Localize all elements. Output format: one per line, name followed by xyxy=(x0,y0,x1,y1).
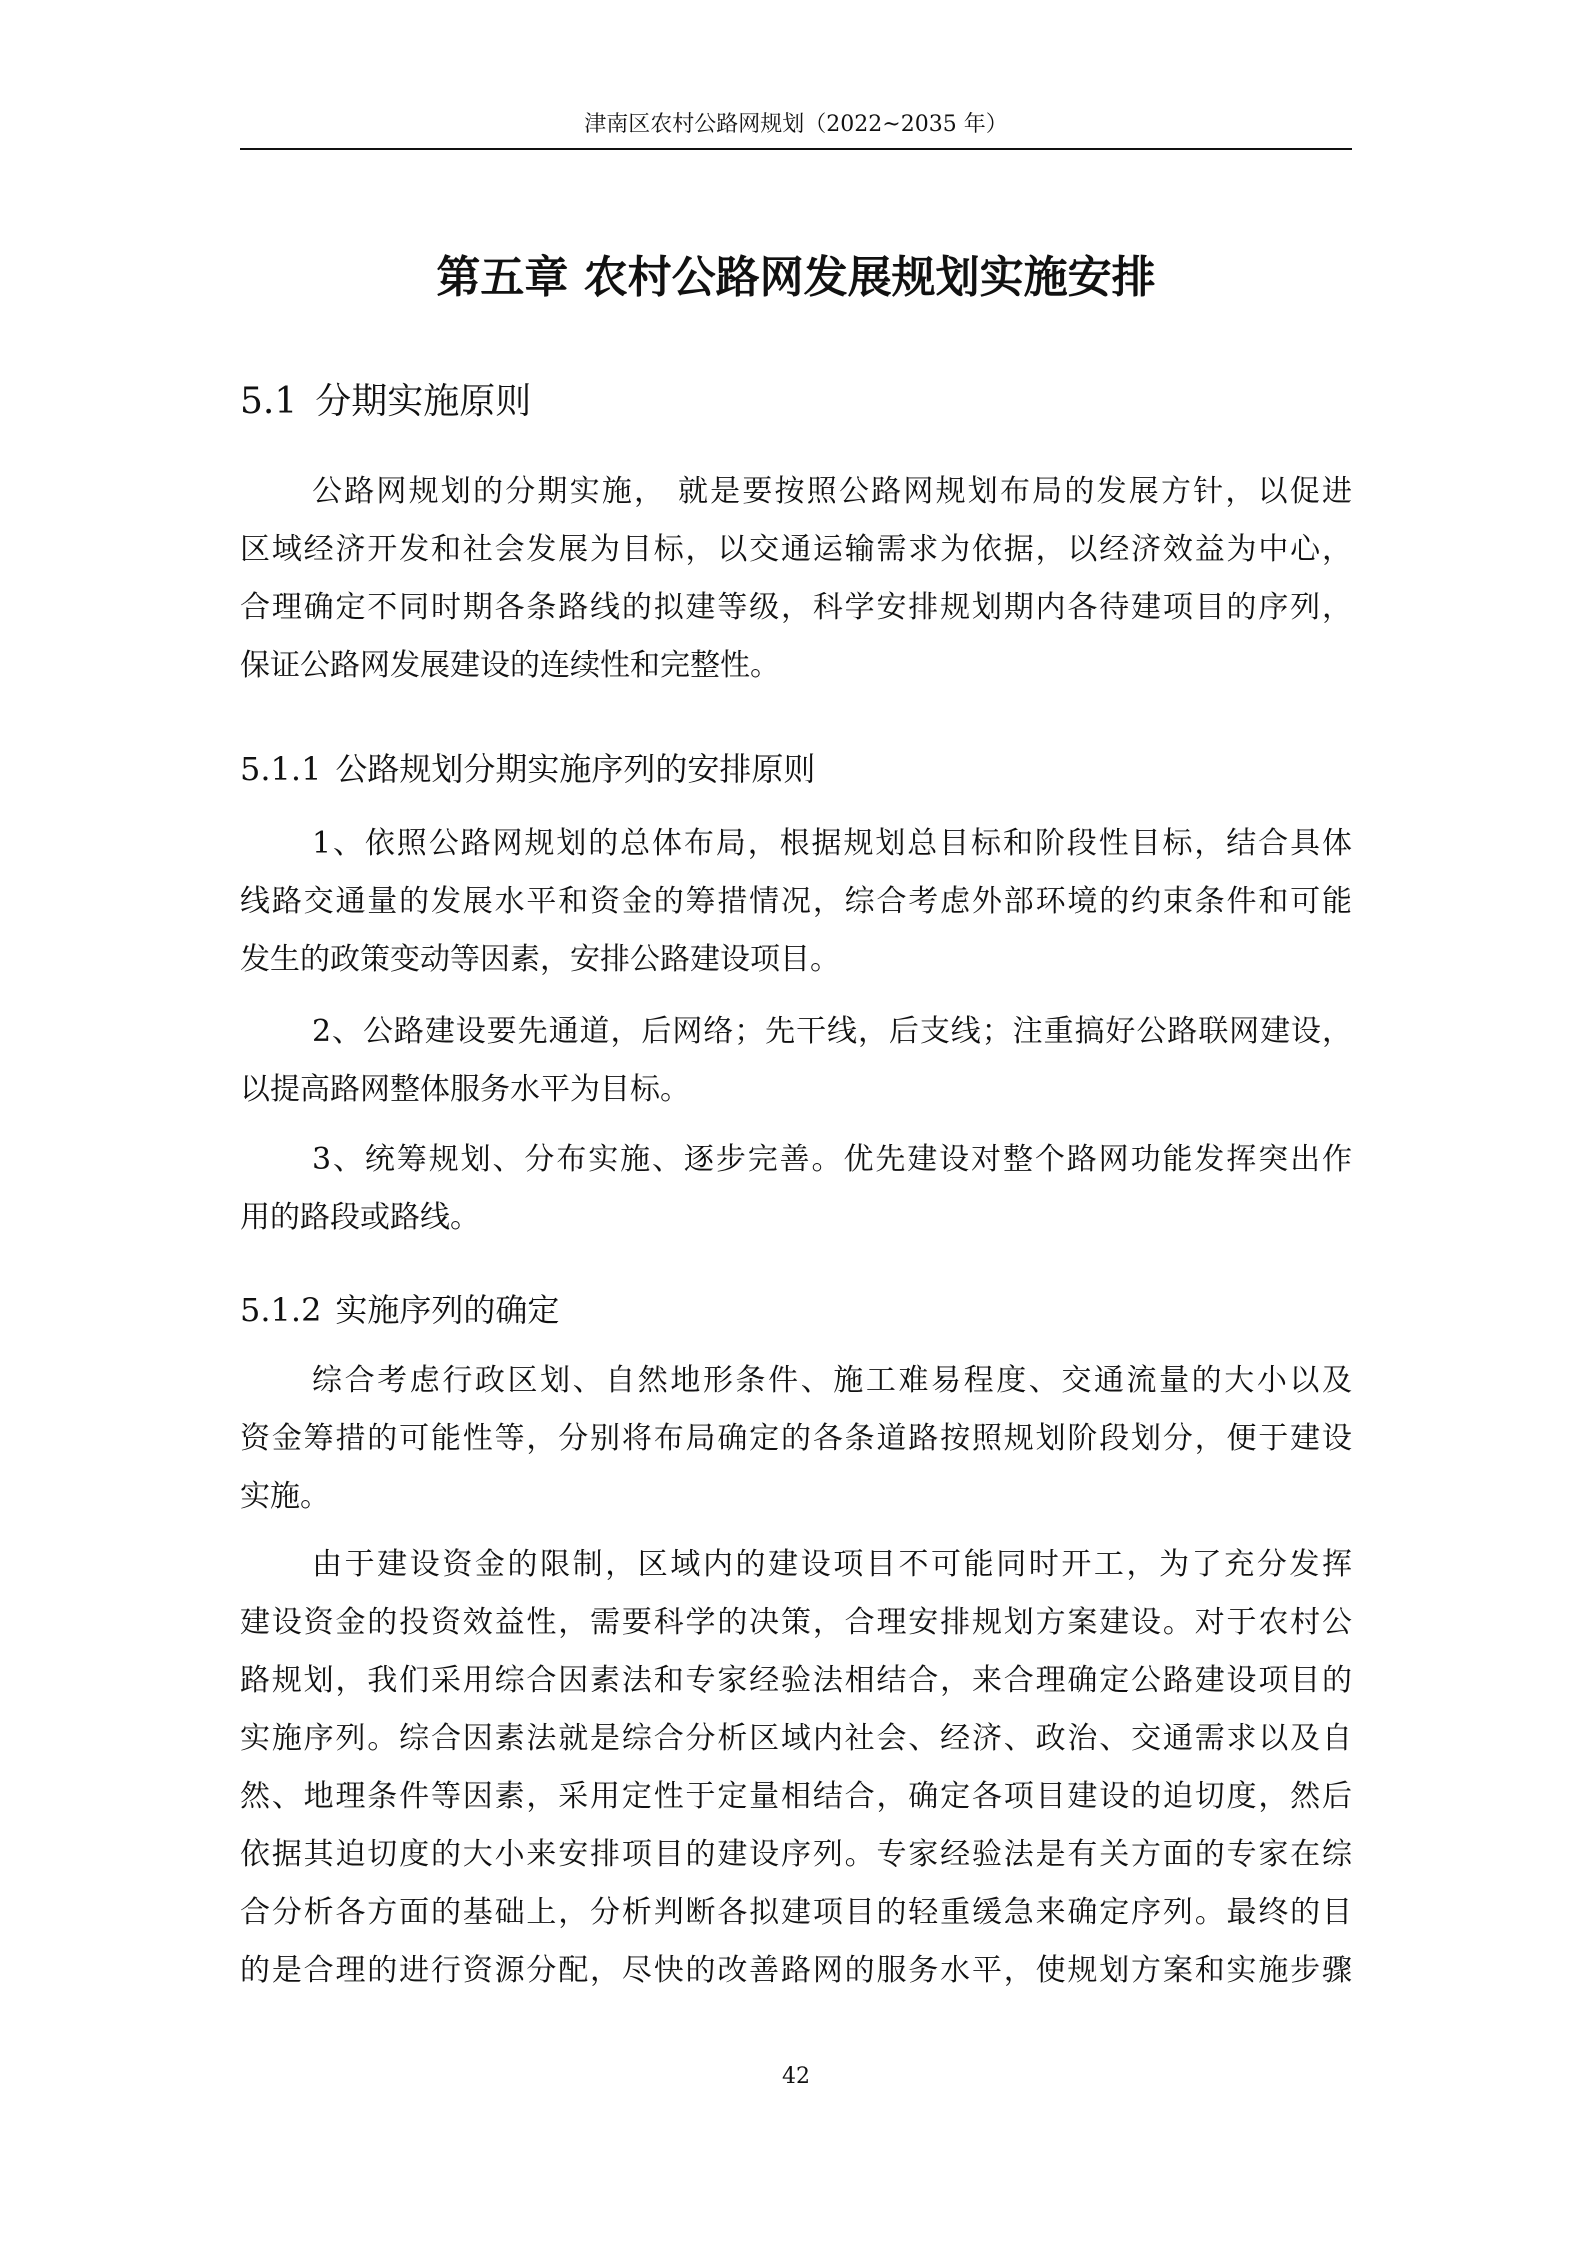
item-2 xyxy=(240,1003,1352,1119)
text-line: 由于建设资金的限制，区域内的建设项目不可能同时开工，为了充分发挥 xyxy=(312,1547,1352,1582)
item-1 xyxy=(240,815,1352,989)
item-3 xyxy=(240,1131,1352,1247)
section-heading-5-1 xyxy=(240,374,1352,430)
paragraph-5-1-2-b xyxy=(240,1536,1352,2000)
text-line: 综合考虑行政区划、自然地形条件、施工难易程度、交通流量的大小以及 xyxy=(312,1363,1352,1398)
text-line: 合分析各方面的基础上，分析判断各拟建项目的轻重缓急来确定序列。最终的目 xyxy=(240,1895,1352,1930)
paragraph-5-1-2-a xyxy=(240,1352,1352,1526)
subsection-heading-5-1-1 xyxy=(240,744,1352,794)
text-line: 公路网规划的分期实施， 就是要按照公路网规划布局的发展方针，以促进 xyxy=(312,474,1352,509)
text-line: 的是合理的进行资源分配，尽快的改善路网的服务水平，使规划方案和实施步骤 xyxy=(240,1953,1352,1988)
text-line: 然、地理条件等因素，采用定性于定量相结合，确定各项目建设的迫切度，然后 xyxy=(240,1779,1352,1814)
subsection-title-text: 公路规划分期实施序列的安排原则 xyxy=(335,750,816,788)
text-line: 资金筹措的可能性等，分别将布局确定的各条道路按照规划阶段划分，便于建设 xyxy=(240,1421,1352,1456)
subsection-title-text: 实施序列的确定 xyxy=(335,1291,560,1329)
text-line: 3、统筹规划、分布实施、逐步完善。优先建设对整个路网功能发挥突出作 xyxy=(312,1142,1352,1177)
subsection-heading-5-1-2 xyxy=(240,1285,1352,1335)
text-line: 1、依照公路网规划的总体布局，根据规划总目标和阶段性目标，结合具体 xyxy=(312,826,1352,861)
text-line: 建设资金的投资效益性，需要科学的决策，合理安排规划方案建设。对于农村公 xyxy=(240,1605,1352,1640)
text-line: 发生的政策变动等因素，安排公路建设项目。 xyxy=(240,942,840,977)
text-line: 实施序列。综合因素法就是综合分析区域内社会、经济、政治、交通需求以及自 xyxy=(240,1721,1352,1756)
header-rule xyxy=(240,148,1352,150)
page-number: 42 xyxy=(782,2064,810,2089)
subsection-number: 5.1.1 xyxy=(240,750,322,788)
text-line: 区域经济开发和社会发展为目标，以交通运输需求为依据，以经济效益为中心， xyxy=(240,532,1352,567)
subsection-number: 5.1.2 xyxy=(240,1291,322,1329)
text-line: 合理确定不同时期各条路线的拟建等级，科学安排规划期内各待建项目的序列， xyxy=(240,590,1352,625)
running-header: 津南区农村公路网规划（2022~2035 年） xyxy=(584,112,1008,137)
text-line: 以提高路网整体服务水平为目标。 xyxy=(240,1072,690,1107)
text-line: 实施。 xyxy=(240,1479,330,1514)
section-title-text: 分期实施原则 xyxy=(315,381,532,422)
text-line: 路规划，我们采用综合因素法和专家经验法相结合，来合理确定公路建设项目的 xyxy=(240,1663,1352,1698)
section-number: 5.1 xyxy=(240,381,298,422)
text-line: 2、公路建设要先通道，后网络；先干线，后支线；注重搞好公路联网建设， xyxy=(312,1014,1352,1049)
text-line: 线路交通量的发展水平和资金的筹措情况，综合考虑外部环境的约束条件和可能 xyxy=(240,884,1352,919)
paragraph-5-1 xyxy=(240,463,1352,695)
text-line: 依据其迫切度的大小来安排项目的建设序列。专家经验法是有关方面的专家在综 xyxy=(240,1837,1352,1872)
text-line: 保证公路网发展建设的连续性和完整性。 xyxy=(240,648,780,683)
chapter-title: 第五章 农村公路网发展规划实施安排 xyxy=(436,252,1156,303)
text-line: 用的路段或路线。 xyxy=(240,1200,480,1235)
